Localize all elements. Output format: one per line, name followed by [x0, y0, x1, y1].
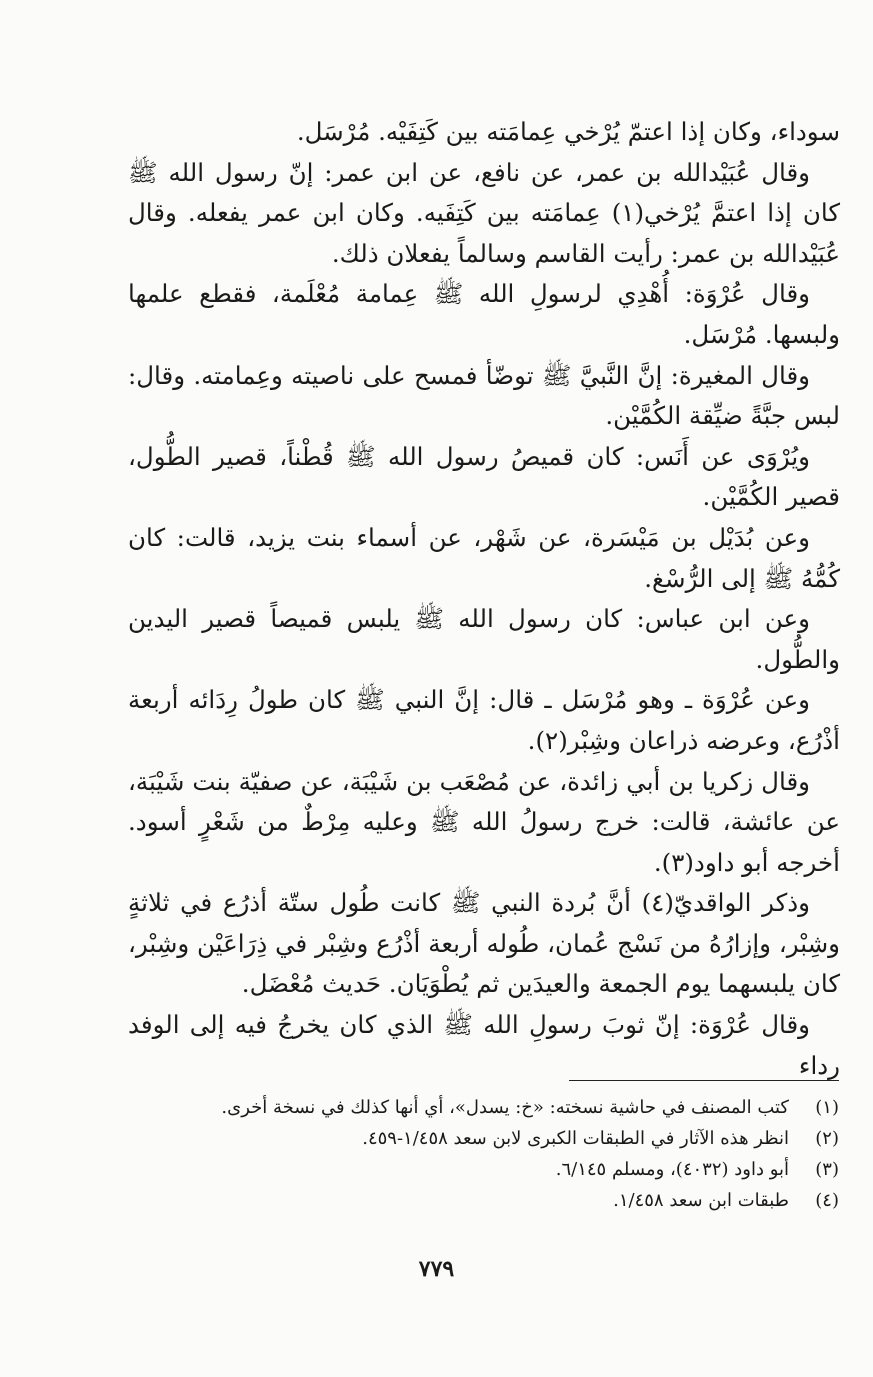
- footnote-text: طبقات ابن سعد ١/٤٥٨.: [613, 1190, 789, 1211]
- footnote: [139, 1154, 839, 1185]
- footnote-text: أبو داود (٤٠٣٢)، ومسلم ٦/١٤٥.: [555, 1159, 789, 1180]
- footnote-number: (١): [815, 1097, 839, 1118]
- footnotes: [139, 1092, 839, 1216]
- paragraph: وقال عُرْوَة: أُهْدِي لرسولِ الله ﷺ عِمامة مُعْلَمة، فقطع علمها ولبسها. مُرْسَل.: [128, 279, 840, 349]
- paragraph: وعن عُرْوَة ـ وهو مُرْسَل ـ قال: إنَّ النبي ﷺ كان طولُ رِدَائه أربعة أذْرُع، وعرضه ذراعان وشِبْر(٢).: [128, 685, 840, 755]
- paragraph: وذكر الواقديّ(٤) أنَّ بُردة النبي ﷺ كانت طُول ستّة أذرُع في ثلاثةٍ وشِبْر، وإزارُهُ من نَسْج عُمان، طُوله أربعة أذْرُع وشِبْر في ذِرَاعَيْن وشِبْر، كان يلبسهما يوم الجمعة والعيدَين ثم يُطْوَيَان. حَديث مُعْضَل.: [128, 888, 840, 999]
- footnote-divider: [569, 1080, 839, 1081]
- footnote: [139, 1092, 839, 1123]
- paragraph: ويُرْوَى عن أَنَس: كان قميصُ رسول الله ﷺ قُطْناً، قصير الطُّول، قصير الكُمَّيْن.: [128, 441, 840, 512]
- footnote-number: (٤): [815, 1190, 839, 1211]
- main-text: [128, 112, 840, 1086]
- paragraph: وقال زكريا بن أبي زائدة، عن مُصْعَب بن شَيْبَة، عن صفيّة بنت شَيْبَة، عن عائشة، قالت: خرج رسولُ الله ﷺ وعليه مِرْطٌ من شَعْرٍ أسود. أخرجه أبو داود(٣).: [128, 766, 840, 877]
- footnote-number: (٣): [815, 1159, 839, 1180]
- footnote-number: (٢): [815, 1128, 839, 1149]
- footnote-text: انظر هذه الآثار في الطبقات الكبرى لابن سعد ١/٤٥٨-٤٥٩.: [362, 1128, 789, 1149]
- footnote-text: كتب المصنف في حاشية نسخته: «خ: يسدل»، أي أنها كذلك في نسخة أخرى.: [221, 1097, 789, 1118]
- page-number: ٧٧٩: [418, 1256, 455, 1282]
- footnote: [139, 1185, 839, 1216]
- paragraph: وعن ابن عباس: كان رسول الله ﷺ يلبس قميصاً قصير اليدين والطُّول.: [128, 604, 840, 674]
- paragraph: وقال عُبَيْدالله بن عمر، عن نافع، عن ابن عمر: إنّ رسول الله ﷺ كان إذا اعتمَّ يُرْخي(١) عِمامَته بين كَتِفَيه. وكان ابن عمر يفعله. وقال عُبَيْدالله بن عمر: رأيت القاسم وسالماً يفعلان ذلك.: [128, 157, 840, 268]
- footnote: [139, 1123, 839, 1154]
- paragraph: سوداء، وكان إذا اعتمّ يُرْخي عِمامَته بين كَتِفَيْه. مُرْسَل.: [296, 117, 840, 146]
- paragraph: وقال عُرْوَة: إنّ ثوبَ رسولِ الله ﷺ الذي كان يخرجُ فيه إلى الوفد رداء: [128, 1010, 840, 1080]
- paragraph: وعن بُدَيْل بن مَيْسَرة، عن شَهْر، عن أسماء بنت يزيد، قالت: كان كُمُّهُ ﷺ إلى الرُّسْغ.: [128, 522, 840, 593]
- paragraph: وقال المغيرة: إنَّ النَّبيَّ ﷺ توضّأ فمسح على ناصيته وعِمامته. وقال: لبس جبَّةً ضيِّقة الكُمَّيْن.: [128, 360, 840, 431]
